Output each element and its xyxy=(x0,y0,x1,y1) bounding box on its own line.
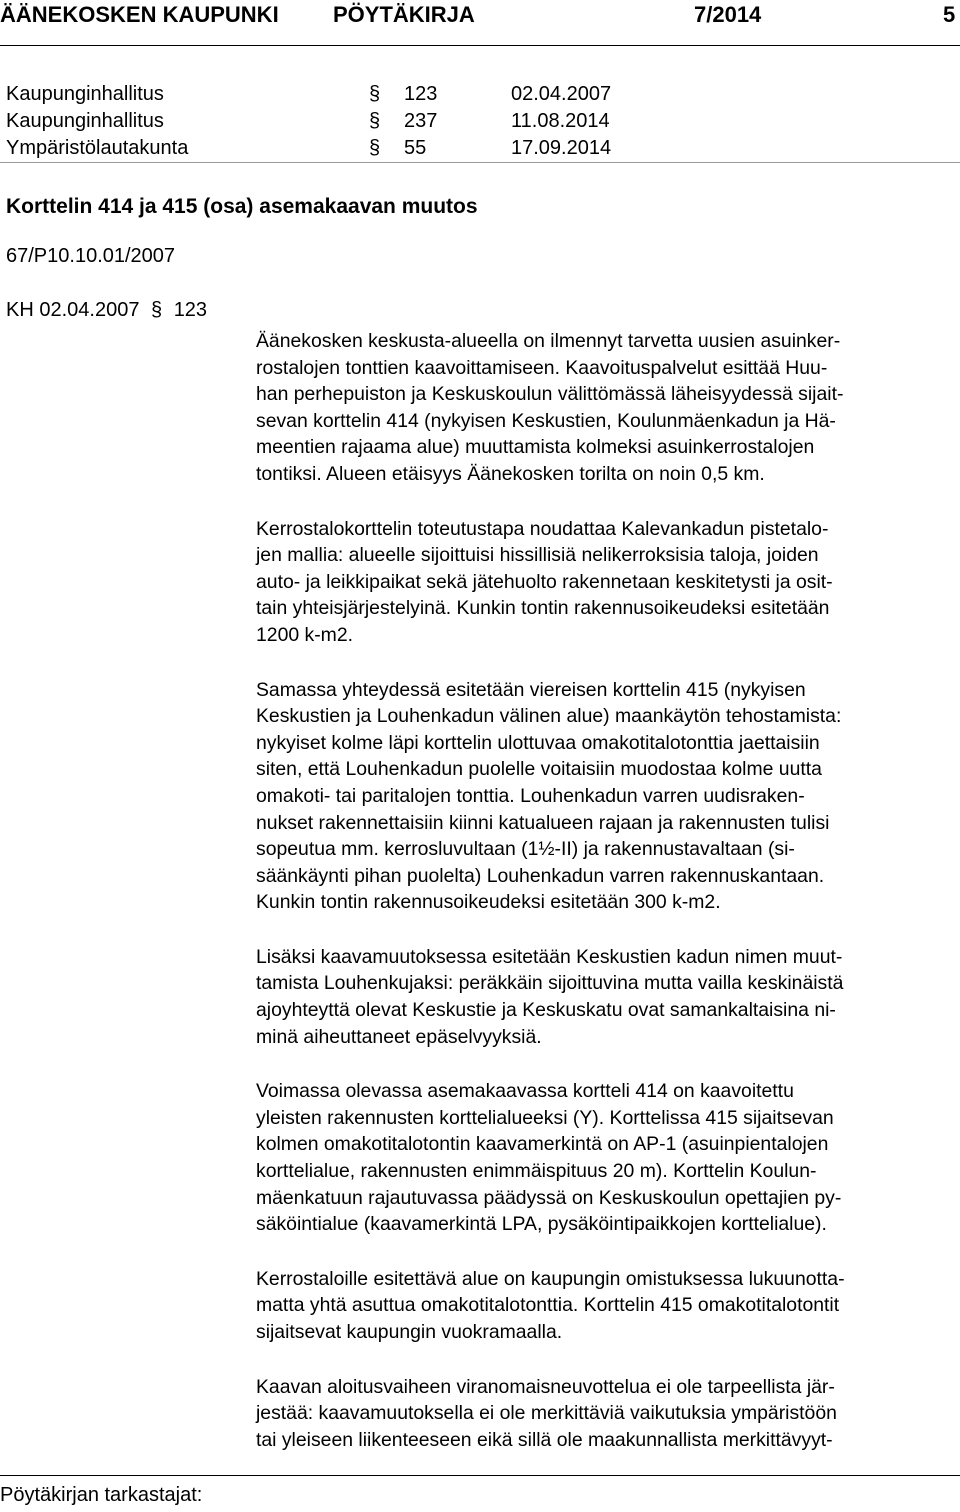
reference-body: Kaupunginhallitus xyxy=(6,110,164,132)
text-line: nukset rakennettaisiin kiinni katualueen rajaan ja rakennusten tulisi xyxy=(256,811,830,834)
agenda-title: Korttelin 414 ja 415 (osa) asemakaavan muutos xyxy=(6,195,478,218)
paragraph xyxy=(256,516,956,649)
text-line: nykyiset kolme läpi korttelin ulottuvaa omakotitalotonttia jaettaisiin xyxy=(256,731,820,754)
item-reference-label: KH 02.04.2007 xyxy=(6,299,140,321)
reference-number: 55 xyxy=(404,137,427,159)
text-line: Kaavan aloitusvaiheen viranomaisneuvottelua ei ole tarpeellista jär- xyxy=(256,1375,835,1398)
text-line: tain yhteisjärjestelyinä. Kunkin tontin rakennusoikeudeksi esitetään xyxy=(256,597,830,620)
paragraph xyxy=(256,1374,956,1454)
text-line: Äänekosken keskusta-alueella on ilmennyt tarvetta uusien asuinker- xyxy=(256,330,841,352)
reference-row xyxy=(6,135,960,162)
doc-type: PÖYTÄKIRJA xyxy=(333,2,475,27)
section-sign: § xyxy=(369,110,381,132)
text-line: ajoyhteyttä olevat Keskustie ja Keskuskatu ovat samankaltaisina ni- xyxy=(256,999,836,1022)
paragraph xyxy=(256,1266,956,1346)
text-line: meentien rajaama alue) muuttamista kolmeksi asuinkerrostalojen xyxy=(256,436,815,459)
text-line: rostalojen tonttien kaavoittamiseen. Kaavoituspalvelut esittää Huu- xyxy=(256,356,828,379)
text-line: tamista Louhenkujaksi: peräkkäin sijoittuvina mutta vailla keskinäistä xyxy=(256,972,844,995)
text-line: jestää: kaavamuutoksella ei ole merkittäviä vaikutuksia ympäristöön xyxy=(256,1402,837,1425)
text-line: säänkäynti pihan puolelta) Louhenkadun varren rakennuskantaan. xyxy=(256,864,825,887)
item-reference-number: 123 xyxy=(173,299,208,321)
item-reference xyxy=(6,297,207,324)
page-number: 5 xyxy=(943,2,956,27)
reviewers-label: Pöytäkirjan tarkastajat: xyxy=(0,1484,203,1506)
text-line: siten, että Louhenkadun puolelle voitaisiin muodostaa kolme uutta xyxy=(256,758,822,781)
text-line: sopeutua mm. kerrosluvultaan (1½-II) ja rakennustavaltaan (si- xyxy=(256,838,795,861)
text-line: omakoti- tai paritalojen tonttia. Louhenkadun varren uudisraken- xyxy=(256,784,805,807)
text-line: Lisäksi kaavamuutoksessa esitetään Keskustien kadun nimen muut- xyxy=(256,945,843,968)
diary-number: 67/P10.10.01/2007 xyxy=(6,245,176,267)
reference-number: 237 xyxy=(404,110,438,132)
footer-rule xyxy=(0,1475,960,1476)
issue-number: 7/2014 xyxy=(694,2,762,27)
text-line: sijaitsevat kaupungin vuokramaalla. xyxy=(256,1321,563,1343)
reference-row xyxy=(6,81,960,108)
text-line: 1200 k-m2. xyxy=(256,623,354,646)
paragraph xyxy=(256,328,956,488)
reference-number: 123 xyxy=(404,83,438,105)
section-sign: § xyxy=(369,83,381,105)
reference-rule xyxy=(0,162,960,163)
header-rule xyxy=(0,45,960,46)
section-sign: § xyxy=(151,299,163,321)
text-line: auto- ja leikkipaikat sekä jätehuolto rakennetaan keskitetysti ja osit- xyxy=(256,570,833,593)
text-line: sevan korttelin 414 (nykyisen Keskustien, Koulunmäenkadun ja Hä- xyxy=(256,409,836,432)
reference-body: Kaupunginhallitus xyxy=(6,83,164,105)
text-line: yleisten rakennusten korttelialueeksi (Y). Korttelissa 415 sijaitsevan xyxy=(256,1106,834,1129)
text-line: Voimassa olevassa asemakaavassa kortteli 414 on kaavoitettu xyxy=(256,1080,794,1103)
text-line: Kerrostalokorttelin toteutustapa noudattaa Kalevankadun pistetalo- xyxy=(256,517,829,540)
text-line: Samassa yhteydessä esitetään viereisen korttelin 415 (nykyisen xyxy=(256,678,806,701)
paragraph xyxy=(256,944,956,1050)
text-line: matta yhtä asuttua omakotitalotonttia. Korttelin 415 omakotitalotontit xyxy=(256,1294,840,1317)
paragraph xyxy=(256,1078,956,1238)
body-text xyxy=(256,328,956,1481)
text-line: jen mallia: alueelle sijoittuisi hissillisiä nelikerroksisia taloja, joiden xyxy=(256,544,819,567)
text-line: kolmen omakotitalotontin kaavamerkintä on AP-1 (asuinpientalojen xyxy=(256,1133,829,1156)
reference-row xyxy=(6,108,960,135)
text-line: minä aiheuttaneet epäselvyyksiä. xyxy=(256,1025,542,1048)
text-line: Kunkin tontin rakennusoikeudeksi esitetään 300 k-m2. xyxy=(256,891,721,914)
text-line: Keskustien ja Louhenkadun välinen alue) maankäytön tehostamista: xyxy=(256,705,842,728)
text-line: korttelialue, rakennusten enimmäispituus 20 m). Korttelin Koulun- xyxy=(256,1160,817,1183)
reference-body: Ympäristölautakunta xyxy=(6,137,189,159)
reference-date: 17.09.2014 xyxy=(511,137,612,159)
reference-date: 02.04.2007 xyxy=(511,83,612,105)
text-line: säköintialue (kaavamerkintä LPA, pysäköintipaikkojen korttelialue). xyxy=(256,1213,827,1236)
text-line: han perhepuiston ja Keskuskoulun välittömässä läheisyydessä sijait- xyxy=(256,383,844,406)
section-sign: § xyxy=(369,137,381,159)
reference-date: 11.08.2014 xyxy=(511,110,610,132)
text-line: tontiksi. Alueen etäisyys Äänekosken torilta on noin 0,5 km. xyxy=(256,462,765,485)
text-line: Kerrostaloille esitettävä alue on kaupungin omistuksessa lukuunotta- xyxy=(256,1267,845,1290)
text-line: mäenkatuun rajautuvassa päädyssä on Keskuskoulun opettajien py- xyxy=(256,1186,842,1209)
text-line: tai yleiseen liikenteeseen eikä sillä ole maakunnallista merkittävyyt- xyxy=(256,1428,833,1451)
paragraph xyxy=(256,677,956,916)
org-name: ÄÄNEKOSKEN KAUPUNKI xyxy=(0,2,279,27)
